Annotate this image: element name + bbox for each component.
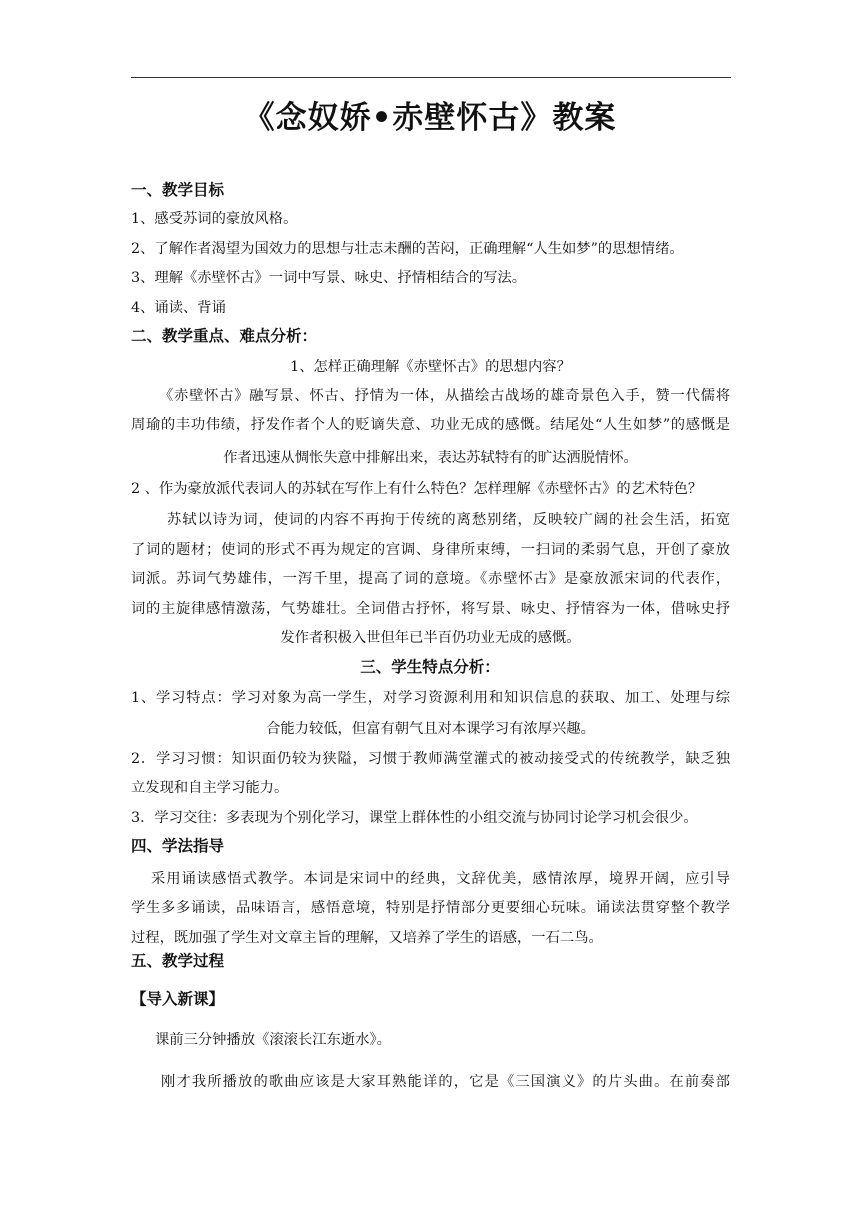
answer-2-line: 苏轼以诗为词，使词的内容不再拘于传统的离愁别绪，反映较广阔的社会生活，拓宽 <box>167 512 730 528</box>
process-paragraph: 刚才我所播放的歌曲应该是大家耳熟能详的，它是《三国演义》的片头曲。在前奏部 <box>161 1074 730 1090</box>
answer-1-line: 《赤壁怀古》融写景、怀古、抒情为一体，从描绘古战场的雄奇景色入手，赞一代儒将 <box>159 388 730 404</box>
page-title: 《念奴娇•赤壁怀古》教案 <box>243 100 617 136</box>
answer-2-line: 发作者积极入世但年已半百仍功业无成的感慨。 <box>280 630 581 646</box>
process-paragraph: 课前三分钟播放《滚滚长江东逝水》。 <box>155 1032 391 1048</box>
method-line: 采用诵读感悟式教学。本词是宋词中的经典，文辞优美，感情浓厚，境界开阔，应引导 <box>151 871 730 887</box>
question-1: 1、怎样正确理解《赤壁怀古》的思想内容？ <box>290 359 571 375</box>
section-heading-key-points: 二、教学重点、难点分析： <box>131 327 318 345</box>
answer-2-line: 词的主旋律感情激荡，气势雄壮。全词借古抒怀，将写景、咏史、抒情容为一体，借咏史抒 <box>131 601 730 617</box>
objective-item: 3、理解《赤壁怀古》一词中写景、咏史、抒情相结合的写法。 <box>131 270 527 286</box>
answer-2-line: 了词的题材；使词的形式不再为规定的宫调、身律所束缚，一扫词的柔弱气息，开创了豪放 <box>131 542 730 558</box>
answer-1-line: 周瑜的丰功伟绩，抒发作者个人的贬谪失意、功业无成的感慨。结尾处“人生如梦”的感慨是 <box>131 417 730 433</box>
question-2: 2 、作为豪放派代表词人的苏轼在写作上有什么特色？怎样理解《赤壁怀古》的艺术特色？ <box>131 481 703 497</box>
student-trait-line: 2．学习习惯：知识面仍较为狭隘，习惯于教师满堂灌式的被动接受式的传统教学，缺乏独 <box>131 751 730 767</box>
subheading-intro: 【导入新课】 <box>131 990 225 1008</box>
objective-item: 2、了解作者渴望为国效力的思想与壮志未酬的苦闷，正确理解“人生如梦”的思想情绪。 <box>131 241 684 257</box>
section-heading-process: 五、教学过程 <box>131 952 225 970</box>
objective-item: 1、感受苏词的豪放风格。 <box>131 211 298 227</box>
section-heading-students: 三、学生特点分析： <box>360 658 500 676</box>
answer-1-line: 作者迅速从惆怅失意中排解出来，表达苏轼特有的旷达洒脱情怀。 <box>223 450 638 466</box>
objective-item: 4、诵读、背诵 <box>131 300 226 316</box>
student-trait-line: 合能力较低，但富有朝气且对本课学习有浓厚兴趣。 <box>266 721 595 737</box>
student-trait-line: 1、学习特点：学习对象为高一学生，对学习资源利用和知识信息的获取、加工、处理与综 <box>131 690 730 706</box>
student-trait-line: 立发现和自主学习能力。 <box>131 780 289 796</box>
method-line: 过程，既加强了学生对文章主旨的理解，又培养了学生的语感，一石二鸟。 <box>131 930 603 946</box>
section-heading-method: 四、学法指导 <box>131 837 225 855</box>
answer-2-line: 词派。苏词气势雄伟，一泻千里，提高了词的意境。《赤壁怀古》是豪放派宋词的代表作， <box>131 571 730 587</box>
section-heading-objectives: 一、教学目标 <box>131 181 225 199</box>
header-rule <box>131 77 731 78</box>
method-line: 学生多多诵读，品味语言，感悟意境，特别是抒情部分更要细心玩味。诵读法贯穿整个教学 <box>131 900 730 916</box>
student-trait-line: 3．学习交往：多表现为个别化学习，课堂上群体性的小组交流与协同讨论学习机会很少。 <box>131 810 698 826</box>
